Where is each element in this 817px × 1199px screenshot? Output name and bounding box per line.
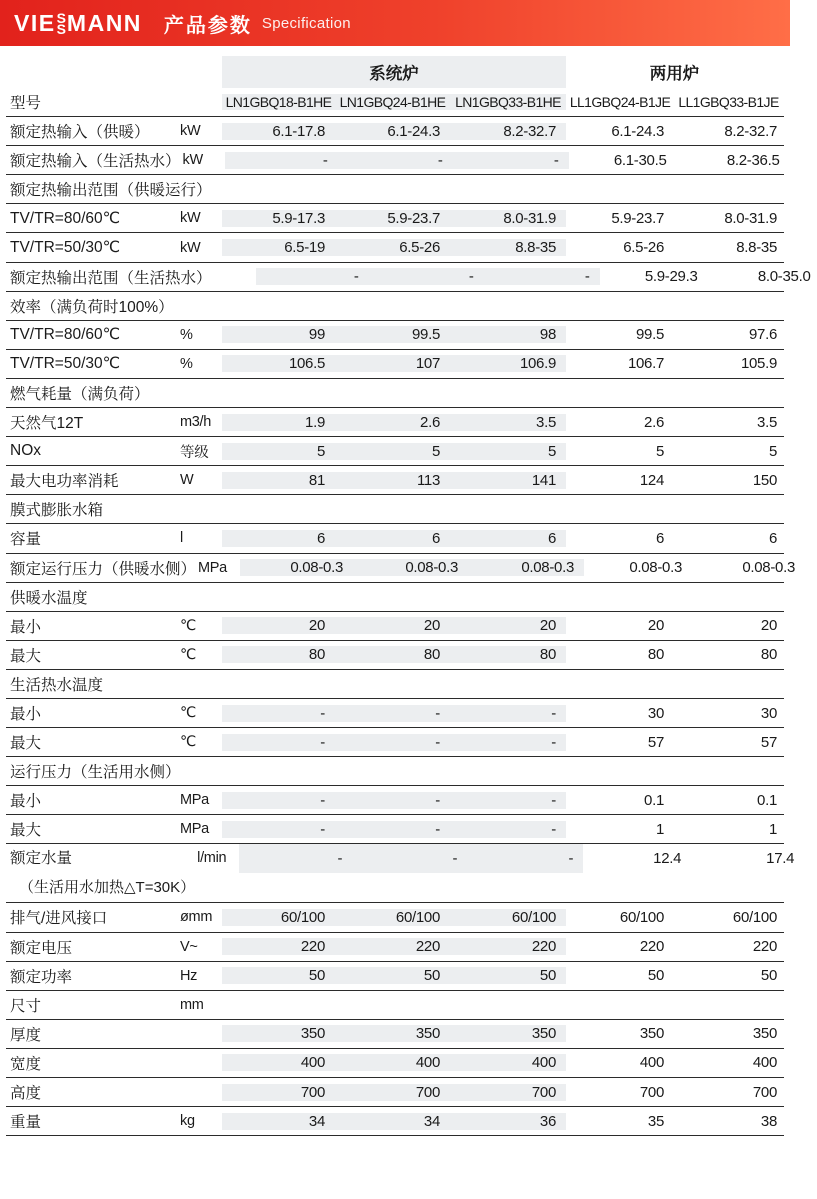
- value-cell: 350: [639, 1025, 664, 1043]
- value-cell: 2.6: [644, 413, 664, 431]
- model-name: LN1GBQ33-B1HE: [450, 94, 566, 110]
- section-row: [6, 379, 784, 408]
- row-unit: %: [180, 326, 193, 343]
- value-cell: 5: [655, 442, 664, 460]
- value-cell: 5.9-17.3: [222, 210, 335, 227]
- spec-row: [6, 903, 784, 932]
- value-cell: 220: [222, 938, 335, 955]
- value-cell: 400: [639, 1054, 664, 1072]
- value-cell: 20: [760, 617, 777, 635]
- logo-text-pre: VIE: [14, 9, 56, 36]
- row-unit: ømm: [180, 909, 213, 926]
- value-cell: 150: [752, 471, 777, 489]
- row-label: NOx: [10, 442, 41, 460]
- value-cell: 99: [222, 326, 335, 343]
- value-cell: 8.2-32.7: [450, 123, 566, 140]
- row-unit: MPa: [180, 792, 209, 809]
- value-cell: 400: [222, 1054, 335, 1071]
- group-system-boiler: 系统炉: [222, 56, 566, 88]
- spec-row: [6, 204, 784, 233]
- value-cell: 81: [222, 472, 335, 489]
- value-cell: 6.1-24.3: [611, 122, 664, 140]
- value-cell: 350: [752, 1025, 777, 1043]
- value-cell: 8.2-32.7: [724, 122, 777, 140]
- section-row: [6, 495, 784, 524]
- value-cell: 50: [335, 967, 450, 984]
- value-cell: 400: [752, 1054, 777, 1072]
- logo-s-bottom: S: [56, 21, 66, 37]
- value-cell: 700: [222, 1084, 335, 1101]
- spec-row: [6, 233, 784, 262]
- value-cell: 8.0-31.9: [724, 209, 777, 227]
- page-subtitle: Specification: [261, 14, 351, 32]
- row-label: TV/TR=50/30℃: [10, 239, 121, 257]
- value-cell: 113: [335, 472, 450, 489]
- row-label: TV/TR=80/60℃: [10, 209, 121, 227]
- value-cell: 1: [768, 820, 777, 838]
- value-cell: 8.8-35: [450, 239, 566, 256]
- value-cell: 106.9: [450, 355, 566, 372]
- model-row-label: 型号: [10, 95, 42, 113]
- value-cell: 80: [222, 646, 335, 663]
- spec-row: [6, 466, 784, 495]
- row-label: 重量: [10, 1114, 42, 1132]
- value-cell: 80: [450, 646, 566, 663]
- value-cell: 1: [655, 820, 664, 838]
- value-cell: -: [369, 268, 484, 285]
- value-cell: 50: [222, 967, 335, 984]
- row-label: 供暖水温度: [10, 589, 88, 607]
- value-cell: 60/100: [619, 908, 664, 926]
- row-label: 额定热输出范围（供暖运行）: [10, 182, 212, 200]
- value-cell: 400: [335, 1054, 450, 1071]
- value-cell: 106.7: [627, 355, 664, 373]
- value-cell: -: [335, 792, 450, 809]
- section-row: [6, 583, 784, 612]
- value-cell: 5.9-23.7: [335, 210, 450, 227]
- value-cell: -: [222, 734, 335, 751]
- value-cell: 8.0-35.0: [757, 268, 811, 286]
- spec-row: [6, 962, 784, 991]
- spec-row: [6, 350, 784, 379]
- value-cell: 98: [450, 326, 566, 343]
- model-name: LL1GBQ33-B1JE: [678, 94, 779, 111]
- value-cell: 5: [222, 443, 335, 460]
- value-cell: 700: [335, 1084, 450, 1101]
- value-cell: 124: [639, 471, 664, 489]
- row-unit: kW: [180, 210, 201, 227]
- value-cell: 6.5-26: [623, 239, 664, 257]
- model-name: LL1GBQ24-B1JE: [569, 94, 671, 111]
- row-unit: MPa: [198, 559, 227, 576]
- row-label: 最小: [10, 793, 42, 811]
- row-label: 最大电功率消耗: [10, 473, 119, 491]
- value-cell: 105.9: [740, 355, 777, 373]
- row-label: 宽度: [10, 1055, 42, 1073]
- value-cell: 30: [760, 704, 777, 722]
- value-cell: 2.6: [335, 414, 450, 431]
- value-cell: 220: [752, 938, 777, 956]
- value-cell: 57: [647, 733, 664, 751]
- value-cell: 8.0-31.9: [450, 210, 566, 227]
- value-cell: 6.1-30.5: [613, 151, 667, 169]
- value-cell: -: [335, 734, 450, 751]
- value-cell: 220: [450, 938, 566, 955]
- value-cell: 5: [768, 442, 777, 460]
- spec-table: [6, 56, 811, 1136]
- row-label: 额定功率: [10, 968, 73, 986]
- value-cell: 0.08-0.3: [468, 559, 584, 576]
- spec-row: [6, 263, 811, 292]
- value-cell: 700: [450, 1084, 566, 1101]
- spec-row: [6, 437, 784, 466]
- value-cell: 80: [335, 646, 450, 663]
- value-cell: 20: [222, 617, 335, 634]
- row-unit: V~: [180, 938, 198, 955]
- spec-rows-container: [6, 117, 811, 1136]
- value-cell: 0.08-0.3: [353, 559, 468, 576]
- value-cell: 6.5-26: [335, 239, 450, 256]
- value-cell: 400: [450, 1054, 566, 1071]
- spec-row: [6, 699, 784, 728]
- section-row: [6, 175, 784, 204]
- row-unit: %: [180, 355, 193, 372]
- viessmann-logo: [14, 9, 142, 37]
- row-unit: kW: [180, 239, 201, 256]
- value-cell: 5.9-23.7: [611, 209, 664, 227]
- row-label: 额定电压: [10, 939, 73, 957]
- row-unit: kW: [180, 123, 201, 140]
- model-row: [6, 88, 784, 117]
- value-cell: -: [450, 792, 566, 809]
- row-unit: l: [180, 530, 183, 547]
- value-cell: 3.5: [757, 413, 777, 431]
- group-header-row: [6, 56, 784, 88]
- value-cell: -: [352, 844, 467, 873]
- value-cell: -: [335, 705, 450, 722]
- row-unit: Hz: [180, 967, 198, 984]
- row-unit: m3/h: [180, 414, 212, 431]
- row-label: 运行压力（生活用水侧）: [10, 764, 181, 782]
- value-cell: 97.6: [749, 326, 777, 344]
- value-cell: 36: [450, 1113, 566, 1130]
- value-cell: 220: [639, 938, 664, 956]
- value-cell: 20: [647, 617, 664, 635]
- row-label: 天然气12T: [10, 415, 84, 433]
- page-title: 产品参数: [163, 14, 252, 37]
- value-cell: 60/100: [732, 908, 777, 926]
- value-cell: 6: [222, 530, 335, 547]
- section-row: [6, 757, 784, 786]
- row-label: 额定水量 （生活用水加热△T=30K）: [10, 850, 196, 897]
- model-name: LN1GBQ24-B1HE: [335, 94, 450, 110]
- value-cell: 350: [222, 1025, 335, 1042]
- section-row: [6, 292, 784, 321]
- row-label: 排气/进风接口: [10, 910, 108, 928]
- value-cell: 34: [222, 1113, 335, 1130]
- value-cell: 350: [335, 1025, 450, 1042]
- row-label: 额定热输入（供暖）: [10, 124, 150, 142]
- value-cell: 106.5: [222, 355, 335, 372]
- value-cell: -: [450, 705, 566, 722]
- row-label: 生活热水温度: [10, 676, 104, 694]
- value-cell: 220: [335, 938, 450, 955]
- spec-row: [6, 554, 796, 583]
- value-cell: 80: [647, 646, 664, 664]
- value-cell: -: [239, 844, 352, 873]
- value-cell: -: [225, 152, 338, 169]
- value-cell: 20: [450, 617, 566, 634]
- value-cell: 60/100: [335, 909, 450, 926]
- spec-row: [6, 933, 784, 962]
- header-bar: [0, 0, 790, 46]
- value-cell: 60/100: [222, 909, 335, 926]
- row-label: 最大: [10, 822, 42, 840]
- row-unit: ℃: [180, 705, 196, 722]
- value-cell: 99.5: [335, 326, 450, 343]
- spec-row: [6, 641, 784, 670]
- value-cell: 34: [335, 1113, 450, 1130]
- value-cell: 50: [450, 967, 566, 984]
- row-label: 厚度: [10, 1026, 42, 1044]
- value-cell: -: [335, 821, 450, 838]
- value-cell: 700: [752, 1083, 777, 1101]
- value-cell: 50: [647, 967, 664, 985]
- row-label: 额定热输出范围（生活热水）: [10, 269, 212, 287]
- section-row: [6, 670, 784, 699]
- model-name: LN1GBQ18-B1HE: [222, 94, 335, 110]
- spec-row: [6, 408, 784, 437]
- value-cell: 0.08-0.3: [629, 559, 683, 577]
- value-cell: 6.1-17.8: [222, 123, 335, 140]
- value-cell: -: [450, 821, 566, 838]
- spec-row: [6, 728, 784, 757]
- row-unit: kg: [180, 1113, 195, 1130]
- value-cell: 17.4: [766, 850, 795, 868]
- row-unit: ℃: [180, 734, 196, 751]
- row-label: 最小: [10, 706, 42, 724]
- value-cell: 0.08-0.3: [742, 559, 796, 577]
- row-unit: ℃: [180, 646, 196, 663]
- value-cell: 8.8-35: [736, 239, 777, 257]
- value-cell: -: [484, 268, 600, 285]
- value-cell: 30: [647, 704, 664, 722]
- spec-row: [6, 1107, 784, 1136]
- value-cell: 0.08-0.3: [240, 559, 353, 576]
- value-cell: 38: [760, 1112, 777, 1130]
- value-cell: 6: [768, 529, 777, 547]
- spec-row: [6, 1078, 784, 1107]
- spec-row: [6, 321, 784, 350]
- spec-row: [6, 1020, 784, 1049]
- row-unit: mm: [180, 996, 204, 1013]
- value-cell: 99.5: [636, 326, 664, 344]
- section-row: [6, 991, 784, 1020]
- value-cell: -: [450, 734, 566, 751]
- value-cell: 5: [335, 443, 450, 460]
- value-cell: 0.1: [757, 791, 777, 809]
- value-cell: 5.9-29.3: [644, 268, 698, 286]
- value-cell: 0.1: [644, 791, 664, 809]
- spec-row: [6, 524, 784, 553]
- value-cell: -: [453, 152, 569, 169]
- row-label: 燃气耗量（满负荷）: [10, 385, 150, 403]
- value-cell: 6: [335, 530, 450, 547]
- value-cell: 12.4: [653, 850, 682, 868]
- row-label: 高度: [10, 1085, 42, 1103]
- value-cell: -: [256, 268, 369, 285]
- value-cell: 80: [760, 646, 777, 664]
- row-label: 最小: [10, 618, 42, 636]
- value-cell: -: [467, 844, 583, 873]
- value-cell: 1.9: [222, 414, 335, 431]
- value-cell: 6: [655, 529, 664, 547]
- value-cell: 6: [450, 530, 566, 547]
- logo-s-top: S: [56, 9, 66, 26]
- row-label: 尺寸: [10, 997, 42, 1015]
- value-cell: 6.5-19: [222, 239, 335, 256]
- spec-row: [6, 844, 795, 903]
- value-cell: 8.2-36.5: [726, 151, 780, 169]
- value-cell: 141: [450, 472, 566, 489]
- spec-row: [6, 786, 784, 815]
- value-cell: 50: [760, 967, 777, 985]
- row-unit: 等级: [180, 444, 209, 461]
- row-unit: MPa: [180, 821, 209, 838]
- row-label: 最大: [10, 647, 42, 665]
- logo-stacked-ss: [56, 9, 66, 37]
- value-cell: 6.1-24.3: [335, 123, 450, 140]
- group-combi-boiler: 两用炉: [649, 65, 700, 83]
- value-cell: 107: [335, 355, 450, 372]
- row-unit: kW: [182, 152, 203, 169]
- value-cell: 700: [639, 1083, 664, 1101]
- value-cell: 35: [647, 1112, 664, 1130]
- row-label: 效率（满负荷时100%）: [10, 298, 174, 316]
- value-cell: 3.5: [450, 414, 566, 431]
- logo-text-post: MANN: [66, 9, 142, 36]
- value-cell: -: [222, 821, 335, 838]
- row-label: 额定热输入（生活热水）: [10, 153, 181, 171]
- spec-row: [6, 146, 784, 175]
- row-unit: ℃: [180, 617, 196, 634]
- value-cell: 20: [335, 617, 450, 634]
- value-cell: 5: [450, 443, 566, 460]
- spec-row: [6, 612, 784, 641]
- value-cell: 57: [760, 733, 777, 751]
- row-label: 容量: [10, 531, 42, 549]
- row-label: TV/TR=50/30℃: [10, 355, 121, 373]
- spec-row: [6, 815, 784, 844]
- value-cell: 350: [450, 1025, 566, 1042]
- row-label: 额定运行压力（供暖水侧）: [10, 560, 197, 578]
- row-label: 最大: [10, 735, 42, 753]
- value-cell: 60/100: [450, 909, 566, 926]
- row-label: 膜式膨胀水箱: [10, 502, 104, 520]
- value-cell: -: [222, 792, 335, 809]
- row-label: TV/TR=80/60℃: [10, 326, 121, 344]
- spec-row: [6, 117, 784, 146]
- value-cell: -: [338, 152, 453, 169]
- value-cell: -: [222, 705, 335, 722]
- row-unit: W: [180, 472, 194, 489]
- row-unit: l/min: [197, 850, 227, 867]
- spec-row: [6, 1049, 784, 1078]
